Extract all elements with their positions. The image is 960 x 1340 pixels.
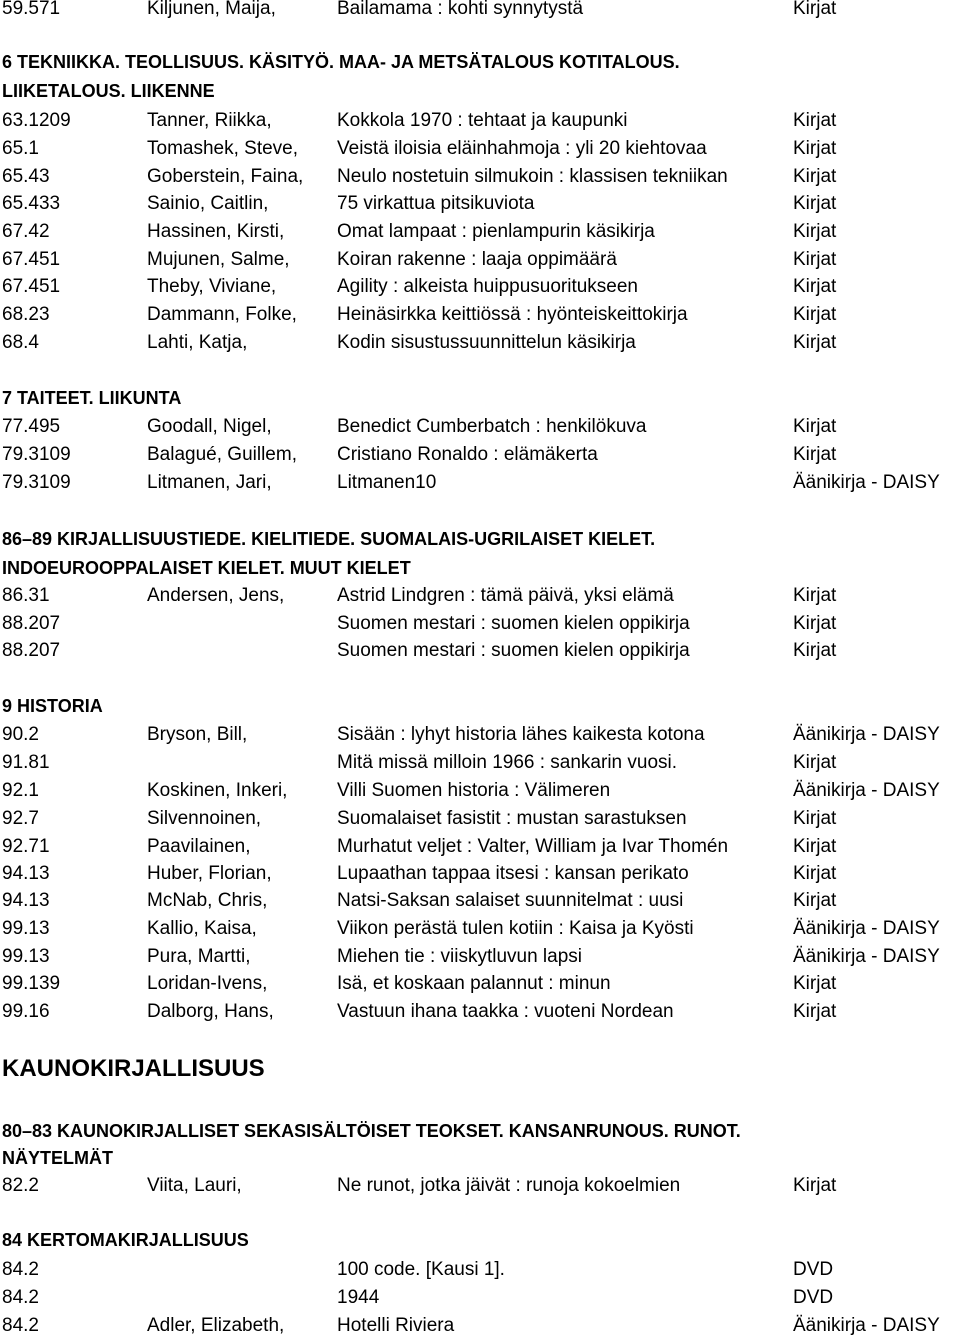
- row-material-type: Kirjat: [793, 613, 837, 634]
- row-title: Villi Suomen historia : Välimeren: [337, 780, 611, 801]
- catalog-row: [0, 1173, 960, 1199]
- catalog-row: [0, 219, 960, 245]
- catalog-row: [0, 834, 960, 860]
- row-material-type: Kirjat: [793, 752, 837, 773]
- row-title: 1944: [337, 1287, 380, 1308]
- row-title: Litmanen10: [337, 472, 437, 493]
- row-material-type: Kirjat: [793, 304, 837, 325]
- row-class-number: 92.1: [2, 780, 39, 801]
- row-class-number: 67.42: [2, 221, 50, 242]
- row-author: Tanner, Riikka,: [147, 110, 272, 131]
- catalog-row: [0, 611, 960, 637]
- row-class-number: 92.71: [2, 836, 50, 857]
- row-material-type: Äänikirja - DAISY: [793, 472, 940, 493]
- catalog-row: [0, 191, 960, 217]
- row-title: Miehen tie : viiskytluvun lapsi: [337, 946, 582, 967]
- row-author: Mujunen, Salme,: [147, 249, 290, 270]
- row-title: Murhatut veljet : Valter, William ja Ivar Thomén: [337, 836, 729, 857]
- row-author: Kiljunen, Maija,: [147, 0, 276, 19]
- section-heading-86: 86–89 KIRJALLISUUSTIEDE. KIELITIEDE. SUOMALAIS-UGRILAISET KIELET.: [2, 529, 656, 549]
- row-author: Silvennoinen,: [147, 808, 262, 829]
- row-author: Balagué, Guillem,: [147, 444, 297, 465]
- row-author: McNab, Chris,: [147, 890, 268, 911]
- row-material-type: Kirjat: [793, 276, 837, 297]
- row-title: Koiran rakenne : laaja oppimäärä: [337, 249, 617, 270]
- row-author: Lahti, Katja,: [147, 332, 248, 353]
- row-class-number: 91.81: [2, 752, 50, 773]
- row-author: Sainio, Caitlin,: [147, 193, 269, 214]
- section-heading-9: 9 HISTORIA: [2, 696, 103, 716]
- row-class-number: 88.207: [2, 613, 61, 634]
- row-material-type: Kirjat: [793, 973, 837, 994]
- row-title: Neulo nostetuin silmukoin : klassisen tekniikan: [337, 166, 728, 187]
- row-class-number: 77.495: [2, 416, 61, 437]
- row-author: Theby, Viviane,: [147, 276, 277, 297]
- row-class-number: 65.43: [2, 166, 50, 187]
- row-class-number: 59.571: [2, 0, 61, 19]
- row-title: Astrid Lindgren : tämä päivä, yksi elämä: [337, 585, 674, 606]
- row-material-type: Äänikirja - DAISY: [793, 724, 940, 745]
- row-material-type: Kirjat: [793, 110, 837, 131]
- row-material-type: Kirjat: [793, 249, 837, 270]
- row-material-type: Kirjat: [793, 138, 837, 159]
- row-material-type: Äänikirja - DAISY: [793, 918, 940, 939]
- row-author: Huber, Florian,: [147, 863, 272, 884]
- row-material-type: Kirjat: [793, 416, 837, 437]
- row-title: Sisään : lyhyt historia lähes kaikesta kotona: [337, 724, 705, 745]
- row-class-number: 99.13: [2, 918, 50, 939]
- row-title: Ne runot, jotka jäivät : runoja kokoelmien: [337, 1175, 681, 1196]
- row-material-type: Kirjat: [793, 640, 837, 661]
- row-title: Hotelli Riviera: [337, 1315, 455, 1336]
- row-title: Benedict Cumberbatch : henkilökuva: [337, 416, 647, 437]
- row-material-type: Kirjat: [793, 332, 837, 353]
- row-material-type: Kirjat: [793, 444, 837, 465]
- section-heading-6: 6 TEKNIIKKA. TEOLLISUUS. KÄSITYÖ. MAA- JA METSÄTALOUS KOTITALOUS.: [2, 52, 680, 72]
- row-material-type: Äänikirja - DAISY: [793, 946, 940, 967]
- row-title: Kodin sisustussuunnittelun käsikirja: [337, 332, 636, 353]
- row-material-type: Kirjat: [793, 890, 837, 911]
- catalog-row: [0, 722, 960, 748]
- row-class-number: 79.3109: [2, 444, 71, 465]
- row-title: Omat lampaat : pienlampurin käsikirja: [337, 221, 655, 242]
- row-title: 75 virkattua pitsikuviota: [337, 193, 535, 214]
- row-title: Agility : alkeista huippusuoritukseen: [337, 276, 639, 297]
- row-material-type: Äänikirja - DAISY: [793, 1315, 940, 1336]
- row-class-number: 92.7: [2, 808, 39, 829]
- row-author: Hassinen, Kirsti,: [147, 221, 285, 242]
- row-class-number: 94.13: [2, 890, 50, 911]
- catalog-row: [0, 750, 960, 776]
- row-material-type: Kirjat: [793, 166, 837, 187]
- row-author: Goodall, Nigel,: [147, 416, 272, 437]
- row-class-number: 99.13: [2, 946, 50, 967]
- section-heading-86-cont: INDOEUROOPPALAISET KIELET. MUUT KIELET: [2, 558, 411, 578]
- catalog-row: [0, 164, 960, 190]
- row-class-number: 67.451: [2, 249, 61, 270]
- row-author: Koskinen, Inkeri,: [147, 780, 288, 801]
- row-title: Mitä missä milloin 1966 : sankarin vuosi.: [337, 752, 678, 773]
- row-title: Suomalaiset fasistit : mustan sarastuksen: [337, 808, 687, 829]
- row-material-type: Kirjat: [793, 863, 837, 884]
- row-class-number: 63.1209: [2, 110, 71, 131]
- catalog-row: [0, 0, 960, 22]
- catalog-row: [0, 888, 960, 914]
- row-author: Adler, Elizabeth,: [147, 1315, 285, 1336]
- row-title: Lupaathan tappaa itsesi : kansan perikato: [337, 863, 689, 884]
- catalog-row: [0, 778, 960, 804]
- row-class-number: 90.2: [2, 724, 39, 745]
- row-author: Andersen, Jens,: [147, 585, 285, 606]
- row-class-number: 65.433: [2, 193, 61, 214]
- main-heading-fiction: KAUNOKIRJALLISUUS: [2, 1055, 265, 1082]
- catalog-row: [0, 971, 960, 997]
- row-author: Dammann, Folke,: [147, 304, 297, 325]
- section-heading-80: 80–83 KAUNOKIRJALLISET SEKASISÄLTÖISET TEOKSET. KANSANRUNOUS. RUNOT.: [2, 1121, 741, 1141]
- catalog-row: [0, 638, 960, 664]
- row-title: Veistä iloisia eläinhahmoja : yli 20 kiehtovaa: [337, 138, 707, 159]
- row-title: Suomen mestari : suomen kielen oppikirja: [337, 640, 690, 661]
- row-material-type: Kirjat: [793, 193, 837, 214]
- catalog-row: [0, 108, 960, 134]
- row-class-number: 84.2: [2, 1259, 39, 1280]
- row-class-number: 84.2: [2, 1315, 39, 1336]
- row-class-number: 68.4: [2, 332, 39, 353]
- catalog-row: [0, 944, 960, 970]
- row-title: 100 code. [Kausi 1].: [337, 1259, 505, 1280]
- catalog-row: [0, 442, 960, 468]
- row-class-number: 67.451: [2, 276, 61, 297]
- catalog-row: [0, 916, 960, 942]
- catalog-row: [0, 999, 960, 1025]
- row-class-number: 99.16: [2, 1001, 50, 1022]
- row-material-type: Äänikirja - DAISY: [793, 780, 940, 801]
- row-title: Kokkola 1970 : tehtaat ja kaupunki: [337, 110, 628, 131]
- section-heading-7: 7 TAITEET. LIIKUNTA: [2, 388, 182, 408]
- row-author: Goberstein, Faina,: [147, 166, 304, 187]
- row-class-number: 88.207: [2, 640, 61, 661]
- row-class-number: 84.2: [2, 1287, 39, 1308]
- catalog-row: [0, 806, 960, 832]
- row-class-number: 68.23: [2, 304, 50, 325]
- row-title: Heinäsirkka keittiössä : hyönteiskeittokirja: [337, 304, 688, 325]
- row-material-type: Kirjat: [793, 836, 837, 857]
- catalog-row: [0, 1257, 960, 1283]
- catalog-row: [0, 247, 960, 273]
- catalog-row: [0, 136, 960, 162]
- row-material-type: DVD: [793, 1259, 834, 1280]
- section-heading-80-cont: NÄYTELMÄT: [2, 1148, 113, 1168]
- catalog-row: [0, 274, 960, 300]
- row-title: Isä, et koskaan palannut : minun: [337, 973, 611, 994]
- section-heading-84: 84 KERTOMAKIRJALLISUUS: [2, 1230, 249, 1250]
- row-author: Kallio, Kaisa,: [147, 918, 257, 939]
- row-author: Paavilainen,: [147, 836, 251, 857]
- row-author: Bryson, Bill,: [147, 724, 248, 745]
- catalog-row: [0, 1285, 960, 1311]
- row-class-number: 86.31: [2, 585, 50, 606]
- row-author: Dalborg, Hans,: [147, 1001, 274, 1022]
- row-material-type: Kirjat: [793, 1175, 837, 1196]
- row-author: Litmanen, Jari,: [147, 472, 272, 493]
- row-author: Pura, Martti,: [147, 946, 251, 967]
- row-author: Loridan-Ivens,: [147, 973, 268, 994]
- row-title: Vastuun ihana taakka : vuoteni Nordean: [337, 1001, 674, 1022]
- row-author: Tomashek, Steve,: [147, 138, 299, 159]
- row-material-type: Kirjat: [793, 585, 837, 606]
- catalog-row: [0, 861, 960, 887]
- row-class-number: 94.13: [2, 863, 50, 884]
- row-material-type: Kirjat: [793, 221, 837, 242]
- row-title: Cristiano Ronaldo : elämäkerta: [337, 444, 598, 465]
- row-material-type: DVD: [793, 1287, 834, 1308]
- row-material-type: Kirjat: [793, 1001, 837, 1022]
- catalog-row: [0, 470, 960, 496]
- catalog-row: [0, 1313, 960, 1339]
- row-title: Viikon perästä tulen kotiin : Kaisa ja Kyösti: [337, 918, 694, 939]
- catalog-row: [0, 330, 960, 356]
- row-class-number: 82.2: [2, 1175, 39, 1196]
- row-material-type: Kirjat: [793, 808, 837, 829]
- row-title: Suomen mestari : suomen kielen oppikirja: [337, 613, 690, 634]
- section-heading-6-cont: LIIKETALOUS. LIIKENNE: [2, 81, 215, 101]
- row-class-number: 99.139: [2, 973, 61, 994]
- row-class-number: 65.1: [2, 138, 39, 159]
- catalog-row: [0, 414, 960, 440]
- row-title: Natsi-Saksan salaiset suunnitelmat : uusi: [337, 890, 684, 911]
- catalog-row: [0, 583, 960, 609]
- row-material-type: Kirjat: [793, 0, 837, 19]
- catalog-row: [0, 302, 960, 328]
- row-class-number: 79.3109: [2, 472, 71, 493]
- row-author: Viita, Lauri,: [147, 1175, 242, 1196]
- row-title: Bailamama : kohti synnytystä: [337, 0, 584, 19]
